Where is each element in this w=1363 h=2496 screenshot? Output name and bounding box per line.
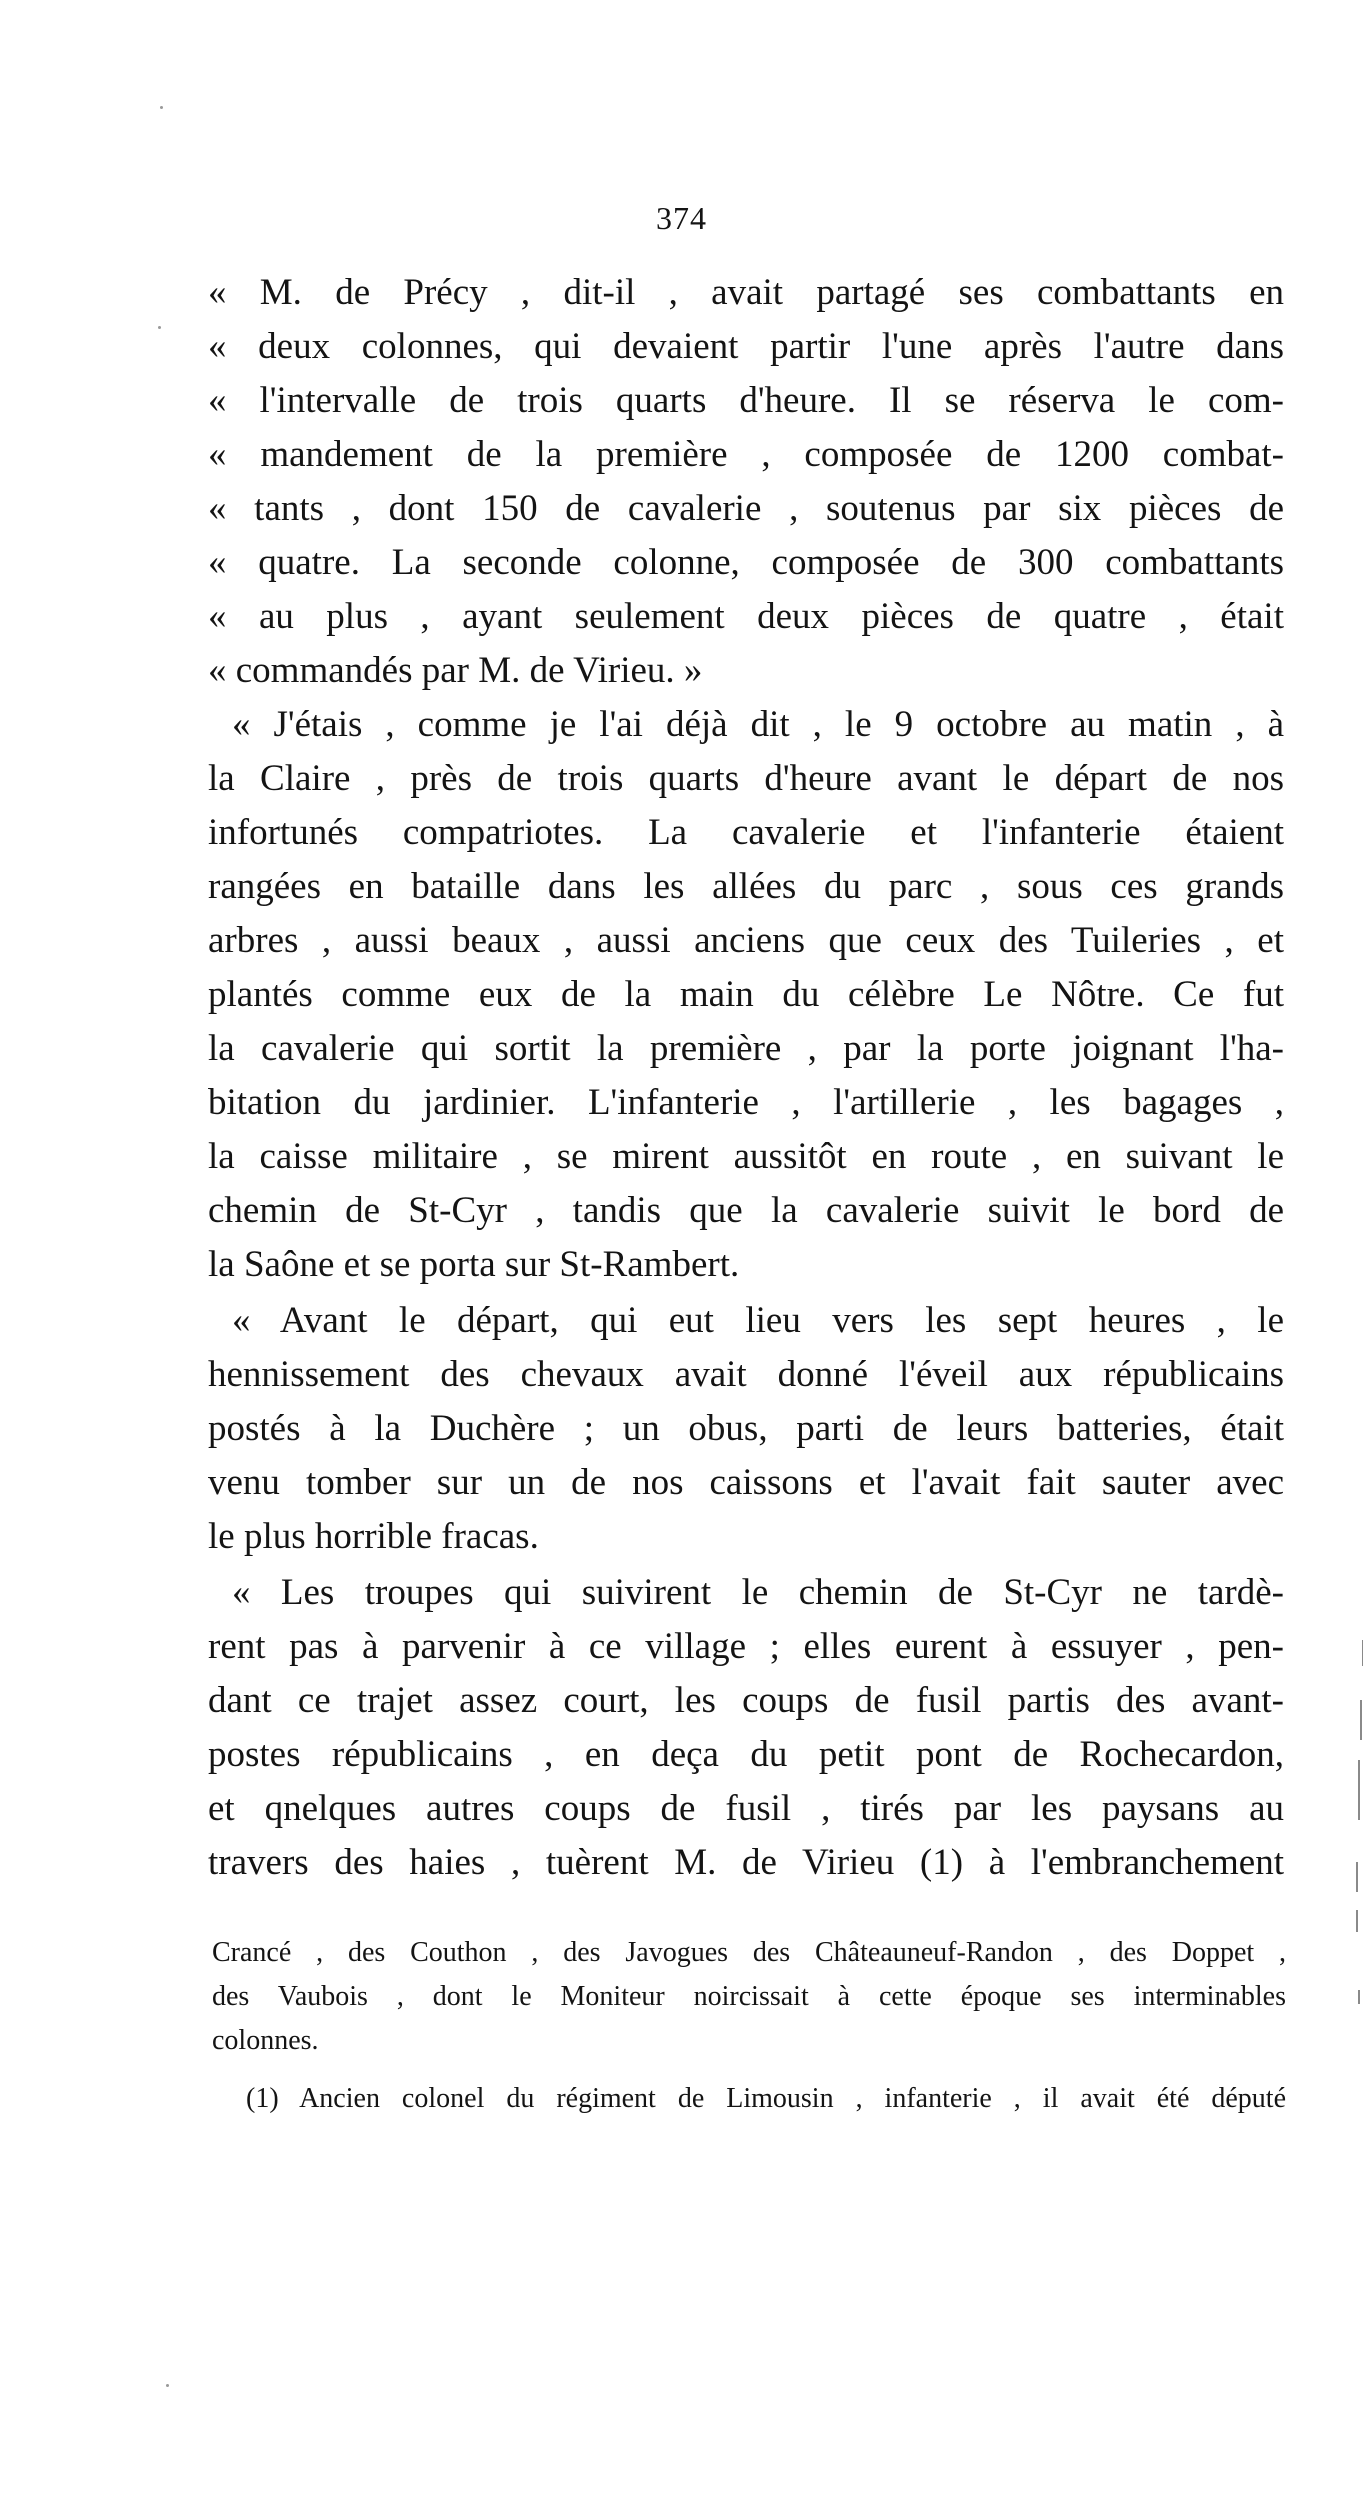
footnote-line: Crancé , des Couthon , des Javogues des Châteauneuf-Randon , des Doppet , bbox=[212, 1937, 1286, 1968]
text-line: dant ce trajet assez court, les coups de fusil partis des avant- bbox=[208, 1680, 1284, 1721]
scan-dot bbox=[160, 106, 163, 109]
footnote-line: (1) Ancien colonel du régiment de Limousin , infanterie , il avait été député bbox=[246, 2083, 1286, 2114]
text-line: « tants , dont 150 de cavalerie , soutenus par six pièces de bbox=[208, 488, 1284, 529]
footnote-line: des Vaubois , dont le Moniteur noircissait à cette époque ses interminables bbox=[212, 1981, 1286, 2012]
scan-mark bbox=[1358, 1990, 1360, 2004]
scan-mark bbox=[1356, 1910, 1358, 1932]
text-line: postes républicains , en deça du petit pont de Rochecardon, bbox=[208, 1734, 1284, 1775]
text-line: « M. de Précy , dit-il , avait partagé ses combattants en bbox=[208, 272, 1284, 313]
text-line: la cavalerie qui sortit la première , par la porte joignant l'ha- bbox=[208, 1028, 1284, 1069]
text-line: « au plus , ayant seulement deux pièces de quatre , était bbox=[208, 596, 1284, 637]
text-line: postés à la Duchère ; un obus, parti de leurs batteries, était bbox=[208, 1408, 1284, 1449]
text-line: rangées en bataille dans les allées du parc , sous ces grands bbox=[208, 866, 1284, 907]
text-line: « deux colonnes, qui devaient partir l'une après l'autre dans bbox=[208, 326, 1284, 367]
text-line: arbres , aussi beaux , aussi anciens que ceux des Tuileries , et bbox=[208, 920, 1284, 961]
text-line: rent pas à parvenir à ce village ; elles eurent à essuyer , pen- bbox=[208, 1626, 1284, 1667]
text-line: « J'étais , comme je l'ai déjà dit , le 9 octobre au matin , à bbox=[232, 704, 1284, 745]
scan-mark bbox=[1356, 1862, 1358, 1892]
text-line: venu tomber sur un de nos caissons et l'avait fait sauter avec bbox=[208, 1462, 1284, 1503]
text-line: infortunés compatriotes. La cavalerie et l'infanterie étaient bbox=[208, 812, 1284, 853]
text-line: « Les troupes qui suivirent le chemin de St-Cyr ne tardè- bbox=[232, 1572, 1284, 1613]
text-line: le plus horrible fracas. bbox=[208, 1516, 539, 1557]
scan-dot bbox=[158, 326, 161, 329]
text-line: la Saône et se porta sur St-Rambert. bbox=[208, 1244, 740, 1285]
text-line: travers des haies , tuèrent M. de Virieu (1) à l'embranchement bbox=[208, 1842, 1284, 1883]
text-line: bitation du jardinier. L'infanterie , l'artillerie , les bagages , bbox=[208, 1082, 1284, 1123]
text-line: « mandement de la première , composée de 1200 combat- bbox=[208, 434, 1284, 475]
text-line: chemin de St-Cyr , tandis que la cavalerie suivit le bord de bbox=[208, 1190, 1284, 1231]
scan-mark bbox=[1358, 1760, 1360, 1820]
footnote-line: colonnes. bbox=[212, 2025, 319, 2056]
text-line: « quatre. La seconde colonne, composée de 300 combattants bbox=[208, 542, 1284, 583]
scan-mark bbox=[1360, 1700, 1362, 1740]
text-line: la Claire , près de trois quarts d'heure avant le départ de nos bbox=[208, 758, 1284, 799]
text-line: « commandés par M. de Virieu. » bbox=[208, 650, 703, 691]
text-line: la caisse militaire , se mirent aussitôt en route , en suivant le bbox=[208, 1136, 1284, 1177]
scan-dot bbox=[166, 2384, 169, 2387]
page-number: 374 bbox=[656, 200, 707, 236]
text-line: « l'intervalle de trois quarts d'heure. Il se réserva le com- bbox=[208, 380, 1284, 421]
text-line: hennissement des chevaux avait donné l'éveil aux républicains bbox=[208, 1354, 1284, 1395]
text-line: plantés comme eux de la main du célèbre Le Nôtre. Ce fut bbox=[208, 974, 1284, 1015]
text-line: et qnelques autres coups de fusil , tirés par les paysans au bbox=[208, 1788, 1284, 1829]
text-line: « Avant le départ, qui eut lieu vers les sept heures , le bbox=[232, 1300, 1284, 1341]
